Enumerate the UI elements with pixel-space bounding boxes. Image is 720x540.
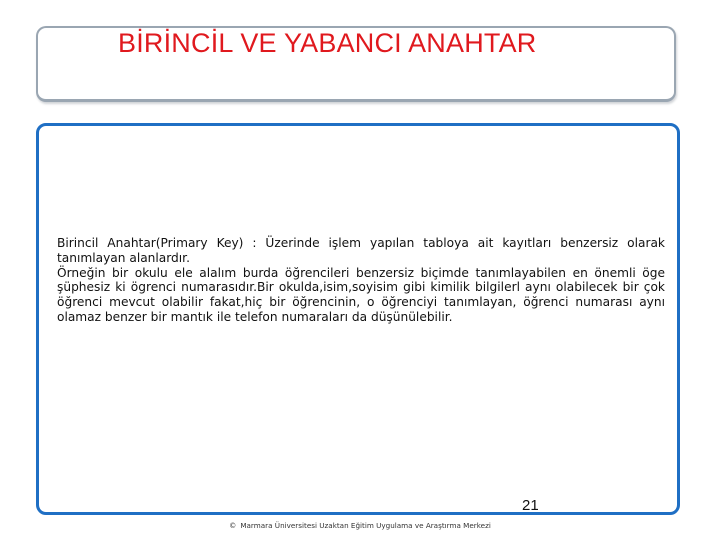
- slide-body: [57, 236, 665, 325]
- page-number: 21: [522, 497, 539, 514]
- paragraph-example: Örneğin bir okulu ele alalım burda öğrencileri benzersiz biçimde tanımlayabilen en önemli öge şüphesiz ki ögrenci numarasıdır.Bir okulda,isim,soyisim gibi kimilik bilgilerl aynı olabilecek bir çok öğrenci mevcut olabilir fakat,hiç bir öğrencinin, o öğrenciyi tanımlayan, öğrenci numarası aynı olamaz benzer bir mantık ile telefon numaraları da düşünülebilir.: [57, 265, 665, 324]
- slide-title: BİRİNCİL VE YABANCI ANAHTAR: [118, 28, 537, 58]
- footer: [0, 521, 720, 530]
- footer-text: Marmara Üniversitesi Uzaktan Eğitim Uygulama ve Araştırma Merkezi: [240, 521, 491, 530]
- copyright-icon: ©: [229, 521, 237, 530]
- paragraph-primary-key-definition: Birincil Anahtar(Primary Key) : Üzerinde işlem yapılan tabloya ait kayıtları benzersiz olarak tanımlayan alanlardır.: [57, 236, 665, 265]
